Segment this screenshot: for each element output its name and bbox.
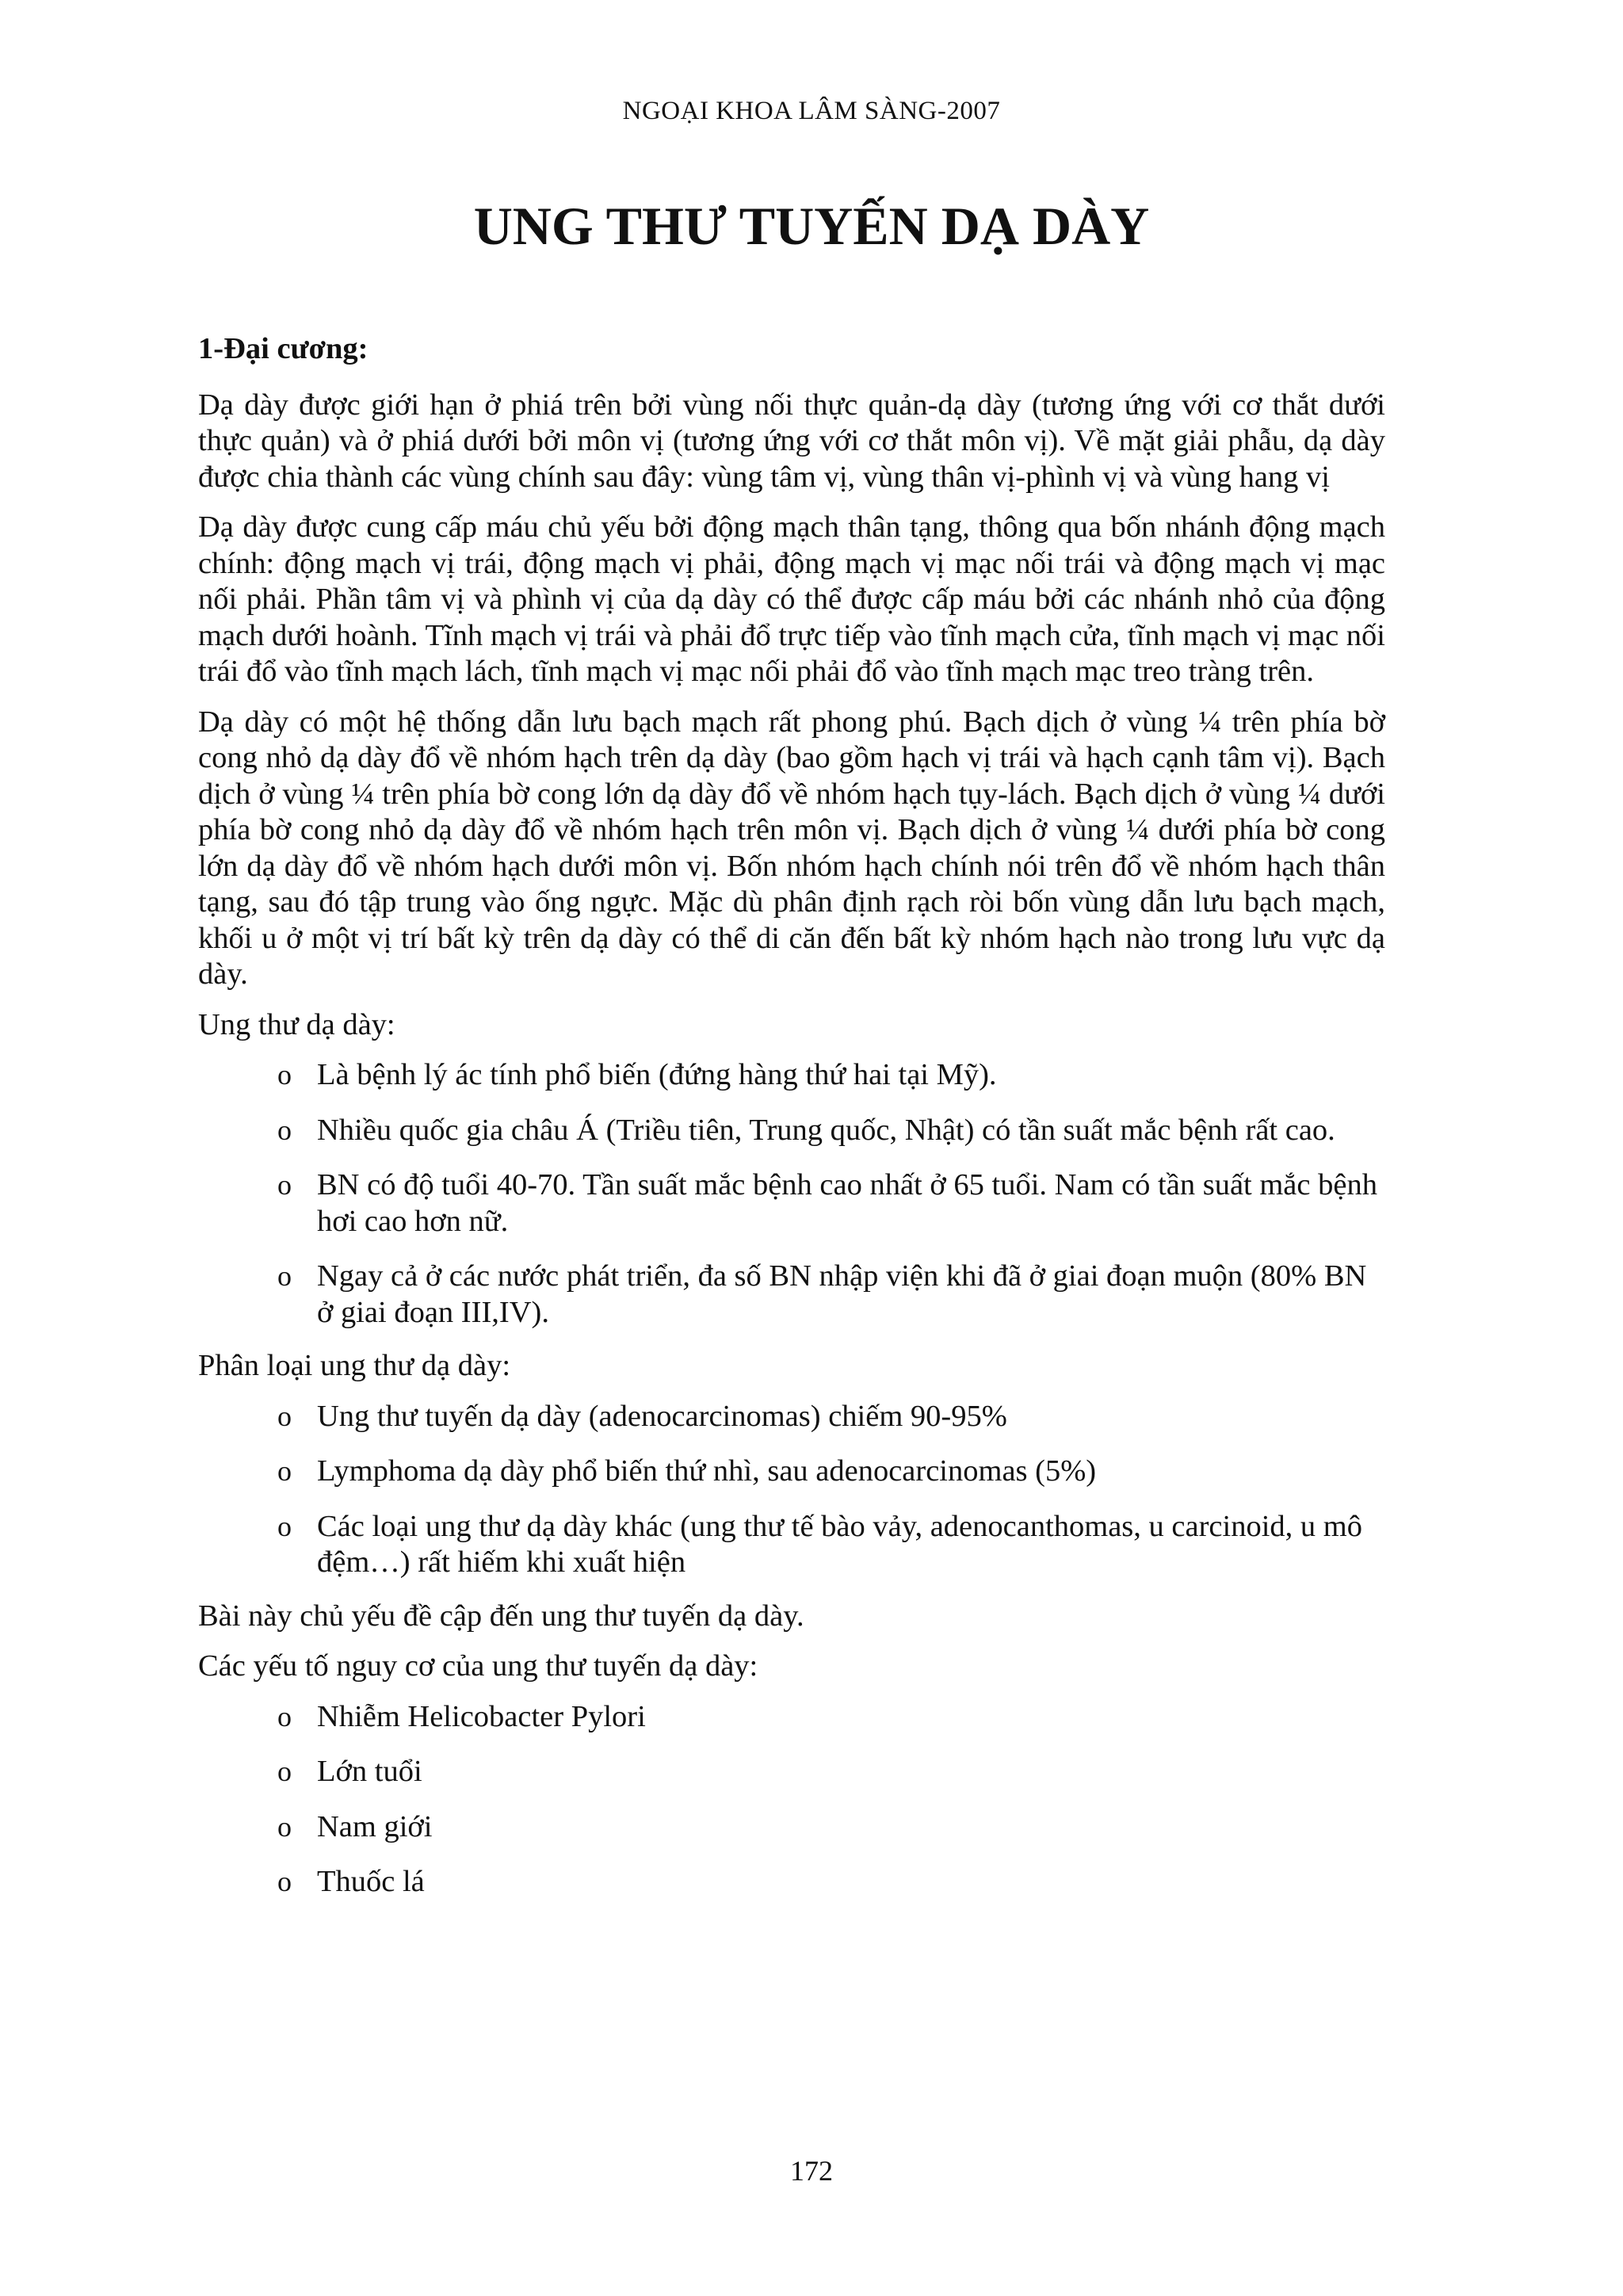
list-item [277, 1754, 1385, 1790]
section-heading: 1-Đại cương: [198, 332, 369, 365]
list-item-text: Lymphoma dạ dày phổ biến thứ nhì, sau adenocarcinomas (5%) [317, 1454, 1097, 1488]
paragraph-lymph-drainage: Dạ dày có một hệ thống dẫn lưu bạch mạch rất phong phú. Bạch dịch ở vùng ¼ trên phía bờ cong nhỏ dạ dày đổ về nhóm hạch trên dạ dày (bao gồm hạch vị trái và hạch cạnh tâm vị). Bạch dịch ở vùng ¼ trên phía bờ cong lớn dạ dày đổ về nhóm hạch tụy-lách. Bạch dịch ở vùng ¼ dưới phía bờ cong nhỏ dạ dày đổ về nhóm hạch trên môn vị. Bạch dịch ở vùng ¼ dưới phía bờ cong lớn dạ dày đổ về nhóm hạch dưới môn vị. Bốn nhóm hạch chính nói trên đổ về nhóm hạch thân tạng, sau đó tập trung vào ống ngực. Mặc dù phân định rạch ròi bốn vùng dẫn lưu bạch mạch, khối u ở một vị trí bất kỳ trên dạ dày có thể di căn đến bất kỳ nhóm hạch nào trong lưu vực dạ dày. [198, 705, 1385, 991]
list-intro-risk-factors: Các yếu tố nguy cơ của ung thư tuyến dạ dày: [198, 1649, 758, 1683]
list-item [277, 1259, 1385, 1331]
page-title: UNG THƯ TUYẾN DẠ DÀY [473, 196, 1150, 256]
list-item-text: Là bệnh lý ác tính phổ biến (đứng hàng thứ hai tại Mỹ). [317, 1058, 997, 1091]
list-item-text: Nhiễm Helicobacter Pylori [317, 1699, 646, 1733]
list-item-text: Các loại ung thư dạ dày khác (ung thư tế bào vảy, adenocanthomas, u carcinoid, u mô đệm…) rất hiếm khi xuất hiện [317, 1509, 1362, 1579]
bullet-icon: o [277, 1114, 292, 1146]
bullet-icon: o [277, 1169, 292, 1201]
bullet-icon: o [277, 1866, 292, 1897]
list-item-text: Thuốc lá [317, 1865, 425, 1898]
focus-statement: Bài này chủ yếu đề cập đến ung thư tuyến dạ dày. [198, 1599, 804, 1633]
bullet-icon: o [277, 1700, 292, 1733]
list-item-text: Ung thư tuyến dạ dày (adenocarcinomas) chiếm 90-95% [317, 1399, 1007, 1433]
paragraph-blood-supply: Dạ dày được cung cấp máu chủ yếu bởi động mạch thân tạng, thông qua bốn nhánh động mạch chính: động mạch vị trái, động mạch vị phải, động mạch vị mạc nối trái và động mạch vị mạc nối phải. Phần tâm vị và phình vị của dạ dày có thể được cấp máu bởi các nhánh nhỏ của động mạch dưới hoành. Tĩnh mạch vị trái và phải đổ trực tiếp vào tĩnh mạch cửa, tĩnh mạch vị mạc nối trái đổ vào tĩnh mạch lách, tĩnh mạch vị mạc nối phải đổ vào tĩnh mạch mạc treo tràng trên. [198, 510, 1385, 688]
list-item [277, 1113, 1385, 1149]
list-item [277, 1454, 1385, 1490]
bullet-icon: o [277, 1400, 292, 1432]
bullet-icon: o [277, 1455, 292, 1487]
paragraph-stomach-anatomy: Dạ dày được giới hạn ở phiá trên bởi vùng nối thực quản-dạ dày (tương ứng với cơ thắt dưới thực quản) và ở phiá dưới bởi môn vị (tương ứng với cơ thắt môn vị). Về mặt giải phẫu, dạ dày được chia thành các vùng chính sau đây: vùng tâm vị, vùng thân vị-phình vị và vùng hang vị [198, 388, 1385, 494]
stomach-cancer-facts-list [198, 1057, 1385, 1331]
bullet-icon: o [277, 1510, 292, 1542]
list-item-text: Lớn tuổi [317, 1755, 422, 1788]
list-item [277, 1699, 1385, 1736]
list-intro-stomach-cancer: Ung thư dạ dày: [198, 1007, 395, 1041]
list-item [277, 1399, 1385, 1435]
list-item-text: BN có độ tuổi 40-70. Tần suất mắc bệnh cao nhất ở 65 tuổi. Nam có tần suất mắc bệnh hơi cao hơn nữ. [317, 1168, 1377, 1238]
risk-factors-list [198, 1699, 1385, 1901]
list-item [277, 1167, 1385, 1240]
classification-list [198, 1399, 1385, 1581]
list-item [277, 1057, 1385, 1094]
list-item [277, 1509, 1385, 1581]
list-item-text: Ngay cả ở các nước phát triển, đa số BN nhập viện khi đã ở giai đoạn muộn (80% BN ở giai đoạn III,IV). [317, 1259, 1367, 1329]
bullet-icon: o [277, 1755, 292, 1787]
list-item [277, 1864, 1385, 1901]
bullet-icon: o [277, 1260, 292, 1292]
list-item-text: Nam giới [317, 1809, 433, 1843]
document-body [198, 331, 1385, 1918]
bullet-icon: o [277, 1059, 292, 1091]
list-item-text: Nhiều quốc gia châu Á (Triều tiên, Trung quốc, Nhật) có tần suất mắc bệnh rất cao. [317, 1113, 1335, 1147]
running-header: NGOẠI KHOA LÂM SÀNG-2007 [622, 97, 1001, 125]
list-intro-classification: Phân loại ung thư dạ dày: [198, 1349, 511, 1382]
list-item [277, 1809, 1385, 1846]
bullet-icon: o [277, 1810, 292, 1843]
page-number: 172 [790, 2155, 833, 2187]
